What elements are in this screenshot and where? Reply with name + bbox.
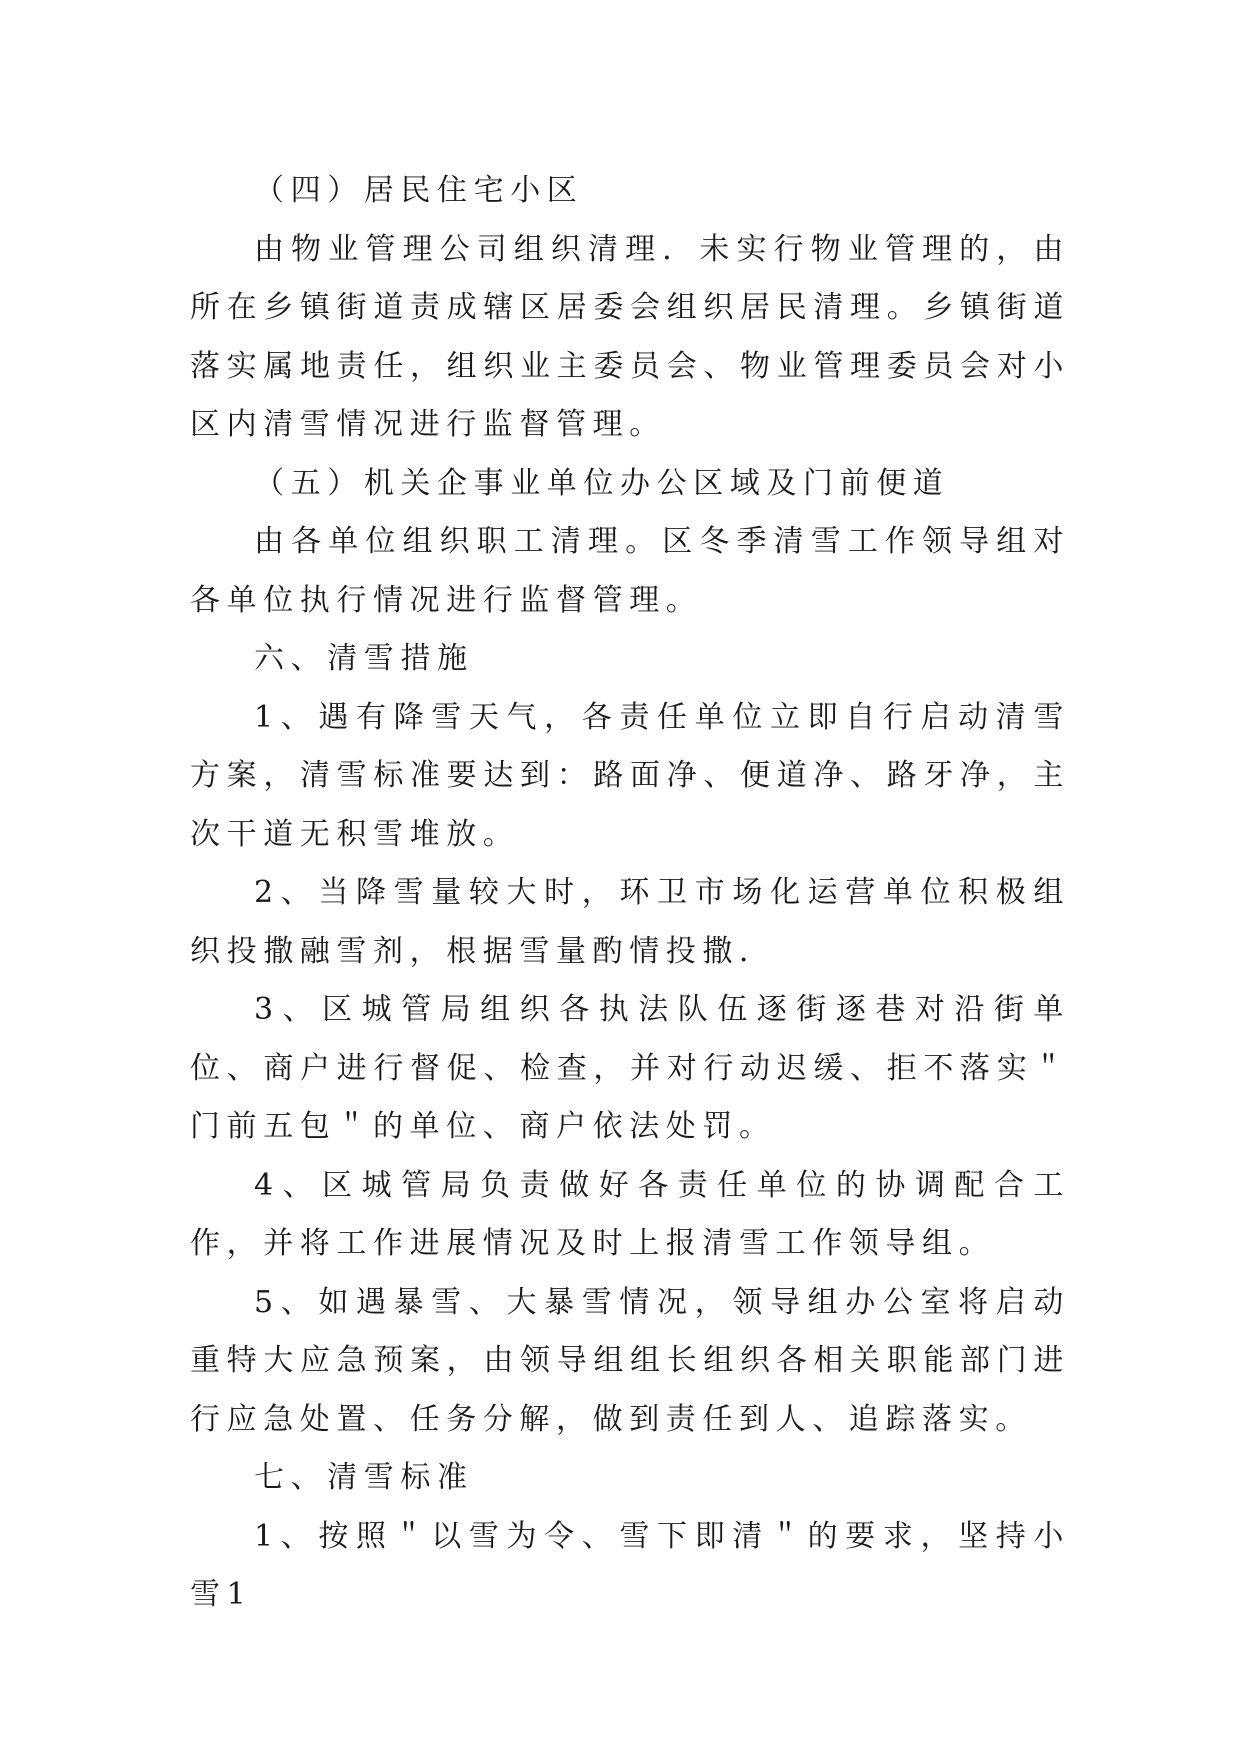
paragraph-residential: 由物业管理公司组织清理．未实行物业管理的，由所在乡镇街道责成辖区居委会组织居民清理。乡镇街道落实属地责任，组织业主委员会、物业管理委员会对小区内清雪情况进行监督管理。 [190,231,1070,442]
paragraph-measure-5: 5、如遇暴雪、大暴雪情况，领导组办公室将启动重特大应急预案，由领导组组长组织各相关职能部门进行应急处置、任务分解，做到责任到人、追踪落实。 [190,1284,1070,1437]
paragraph-measure-2: 2、当降雪量较大时，环卫市场化运营单位积极组织投撒融雪剂，根据雪量酌情投撒． [190,875,1070,969]
paragraph-measure-1: 1、遇有降雪天气，各责任单位立即自行启动清雪方案，清雪标准要达到：路面净、便道净、路牙净，主次干道无积雪堆放。 [190,699,1070,852]
paragraph-measure-4: 4、区城管局负责做好各责任单位的协调配合工作，并将工作进展情况及时上报清雪工作领导组。 [190,1167,1070,1261]
section-heading-standards: 七、清雪标准 [254,1460,474,1495]
section-heading-residential: （四）居民住宅小区 [254,173,584,208]
document-page [190,162,1070,1625]
paragraph-institutions: 由各单位组织职工清理。区冬季清雪工作领导组对各单位执行情况进行监督管理。 [190,524,1070,618]
paragraph-standard-1: 1、按照＂以雪为令、雪下即清＂的要求，坚持小雪1 [190,1518,1070,1612]
paragraph-measure-3: 3、区城管局组织各执法队伍逐街逐巷对沿街单位、商户进行督促、检查，并对行动迟缓、拒不落实＂门前五包＂的单位、商户依法处罚。 [190,992,1070,1144]
section-heading-institutions: （五）机关企事业单位办公区域及门前便道 [254,465,950,501]
section-heading-measures: 六、清雪措施 [254,641,474,676]
